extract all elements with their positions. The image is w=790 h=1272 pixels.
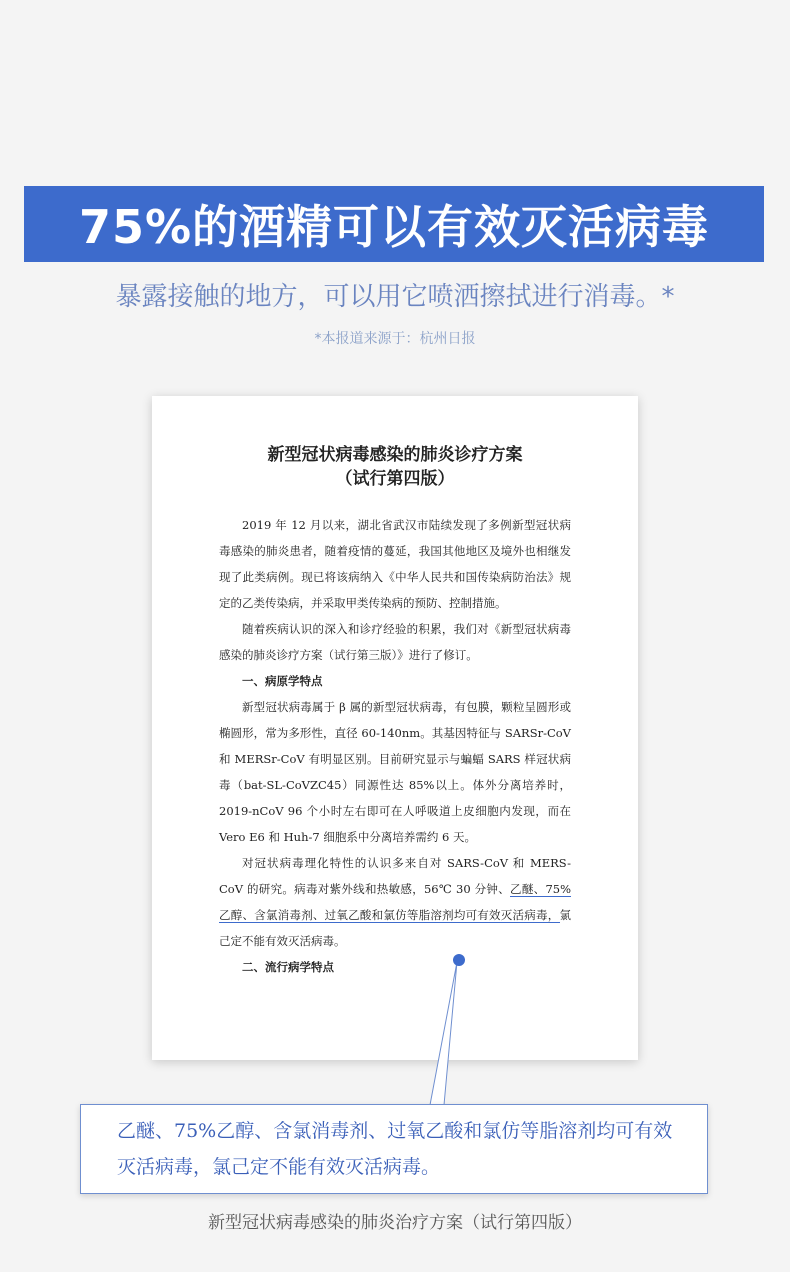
- image-caption: 新型冠状病毒感染的肺炎治疗方案（试行第四版）: [208, 1213, 582, 1233]
- callout-text: 乙醚、75%乙醇、含氯消毒剂、过氧乙酸和氯仿等脂溶剂均可有效灭活病毒，氯己定不能有效灭活病毒。: [117, 1120, 673, 1178]
- document-paragraph: [219, 850, 571, 954]
- document-title: 新型冠状病毒感染的肺炎诊疗方案: [267, 445, 523, 465]
- source-note: *本报道来源于：杭州日报: [314, 331, 476, 347]
- headline-text: 75%的酒精可以有效灭活病毒: [78, 200, 710, 254]
- headline-banner: [24, 186, 764, 262]
- paragraph-text: 对冠状病毒理化特性的认识多来自对 SARS-CoV 和 MERS-CoV 的研究。病毒对紫外线和热敏感，56℃ 30 分钟、: [219, 856, 571, 896]
- section-heading: 一、病原学特点: [242, 674, 323, 688]
- document-paragraph: 随着疾病认识的深入和诊疗经验的积累，我们对《新型冠状病毒感染的肺炎诊疗方案（试行第三版）》进行了修订。: [219, 622, 571, 662]
- document-page: [152, 396, 638, 1060]
- document-paragraph: 新型冠状病毒属于 β 属的新型冠状病毒，有包膜，颗粒呈圆形或椭圆形，常为多形性，直径 60-140nm。其基因特征与 SARSr-CoV 和 MERSr-CoV 有明显区别。目前研究显示与蝙蝠 SARS 样冠状病毒（bat-SL-CoVZC45）同源性达 85%以上。体外分离培养时，2019-nCoV 96 个小时左右即可在人呼吸道上皮细胞内发现，而在 Vero E6 和 Huh-7 细胞系中分离培养需约 6 天。: [219, 700, 571, 844]
- headline-subtitle: 暴露接触的地方，可以用它喷洒擦拭进行消毒。*: [115, 282, 675, 312]
- section-heading: 二、流行病学特点: [242, 960, 334, 974]
- document-paragraph: 2019 年 12 月以来，湖北省武汉市陆续发现了多例新型冠状病毒感染的肺炎患者，随着疫情的蔓延，我国其他地区及境外也相继发现了此类病例。现已将该病纳入《中华人民共和国传染病防治法》规定的乙类传染病，并采取甲类传染病的预防、控制措施。: [219, 518, 571, 610]
- highlighted-text: 乙醚、75%乙醇、含氯消毒剂、过氧乙酸和氯仿等脂溶剂均可有效灭活病毒，: [219, 882, 572, 922]
- document-body: [219, 512, 571, 980]
- document-subtitle: （试行第四版）: [335, 469, 455, 489]
- callout-box: [80, 1104, 708, 1194]
- paragraph-text: 氯己定不能有效灭活病毒。: [219, 908, 571, 948]
